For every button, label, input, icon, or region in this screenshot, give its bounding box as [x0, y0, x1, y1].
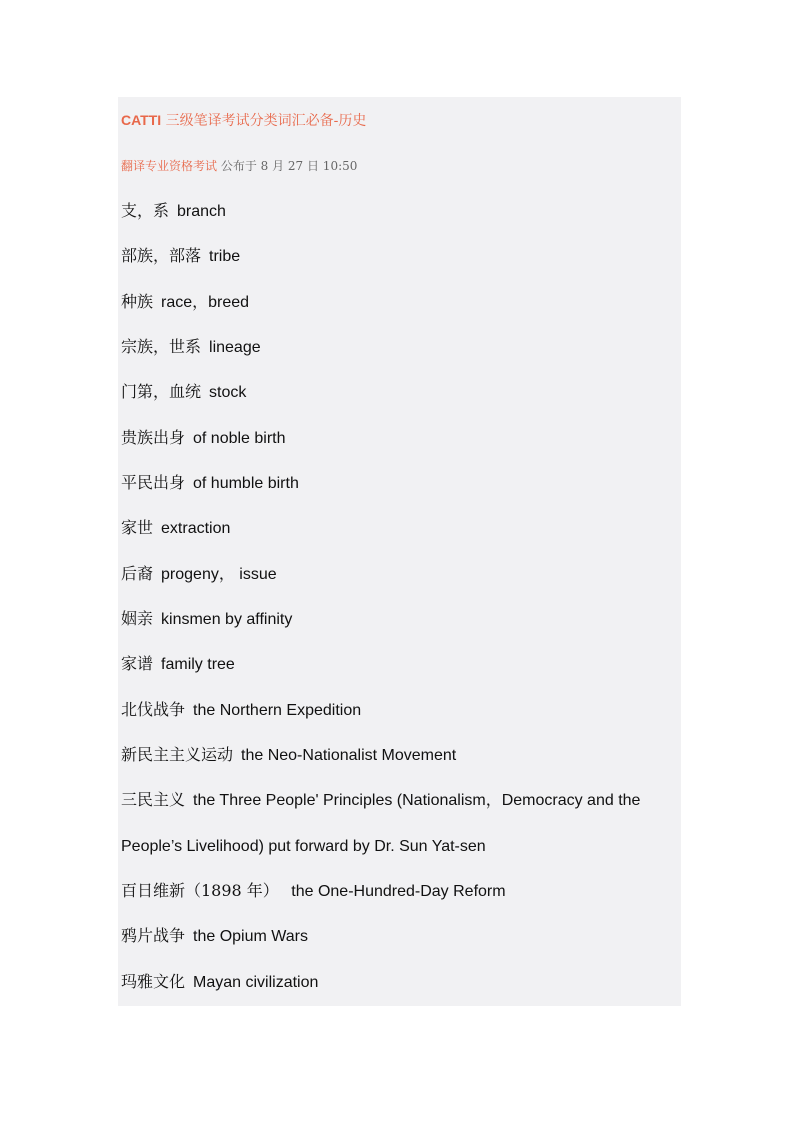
entry-english: progeny， issue [161, 565, 277, 583]
entry-english: the Three People' Principles (Nationalism，Democracy and the [193, 792, 641, 810]
entry-chinese: 门第，血统 [121, 382, 202, 402]
entry-chinese: 平民出身 [121, 472, 186, 492]
glossary-entry [121, 469, 676, 514]
page-title-latin: CATTI [121, 112, 162, 128]
entry-english: tribe [209, 248, 241, 266]
glossary-entry [121, 514, 676, 559]
entry-chinese: 贵族出身 [121, 427, 186, 447]
glossary-entry [121, 786, 676, 831]
glossary-entry [121, 605, 676, 650]
entry-english: the Northern Expedition [193, 701, 362, 719]
glossary-entry [121, 197, 676, 242]
glossary-entry [121, 333, 676, 378]
glossary-entry [121, 922, 676, 967]
entry-chinese: 新民主主义运动 [121, 744, 234, 764]
entry-english: family tree [161, 656, 235, 674]
entry-english: kinsmen by affinity [161, 610, 293, 628]
entry-chinese: 后裔 [121, 563, 154, 583]
entry-chinese: 玛雅文化 [121, 971, 186, 991]
entry-chinese: 家谱 [121, 654, 154, 674]
entry-english: branch [177, 203, 226, 220]
glossary-list [121, 197, 676, 1013]
page-title-rest: 三级笔译考试分类词汇必备-历史 [161, 113, 367, 129]
entry-english: the One-Hundred-Day Reform [286, 882, 506, 900]
post-meta [121, 157, 357, 174]
glossary-entry-continuation [121, 832, 676, 877]
entry-english: of noble birth [193, 429, 286, 447]
glossary-entry [121, 650, 676, 695]
entry-chinese: 北伐战争 [121, 699, 186, 719]
entry-chinese: 家世 [121, 518, 154, 538]
entry-chinese: 种族 [121, 291, 154, 311]
glossary-entry [121, 968, 676, 1013]
entry-chinese: 部族，部落 [121, 246, 202, 266]
entry-english: race，breed [161, 293, 250, 311]
source-link[interactable]: 翻译专业资格考试 [121, 159, 218, 173]
glossary-entry [121, 242, 676, 287]
entry-english: the Neo-Nationalist Movement [241, 746, 457, 764]
posted-time: 公布于 8 月 27 日 10:50 [217, 159, 358, 173]
entry-chinese: 支，系 [121, 201, 170, 220]
entry-english: Mayan civilization [193, 973, 319, 991]
page-title [121, 110, 366, 130]
glossary-entry [121, 560, 676, 605]
glossary-entry [121, 741, 676, 786]
glossary-entry [121, 378, 676, 423]
entry-english: lineage [209, 338, 261, 356]
entry-english: the Opium Wars [193, 928, 309, 946]
entry-chinese: 鸦片战争 [121, 926, 186, 946]
glossary-entry [121, 696, 676, 741]
glossary-entry [121, 288, 676, 333]
entry-chinese: 三民主义 [121, 790, 186, 810]
entry-english: stock [209, 384, 247, 402]
entry-english: extraction [161, 520, 231, 538]
entry-english: People’s Livelihood) put forward by Dr. Sun Yat-sen [121, 837, 486, 855]
glossary-entry [121, 877, 676, 922]
entry-chinese: 宗族，世系 [121, 336, 202, 356]
entry-chinese: 姻亲 [121, 608, 154, 628]
glossary-entry [121, 424, 676, 469]
entry-english: of humble birth [193, 474, 299, 492]
entry-chinese: 百日维新（1898 年） [121, 880, 279, 900]
